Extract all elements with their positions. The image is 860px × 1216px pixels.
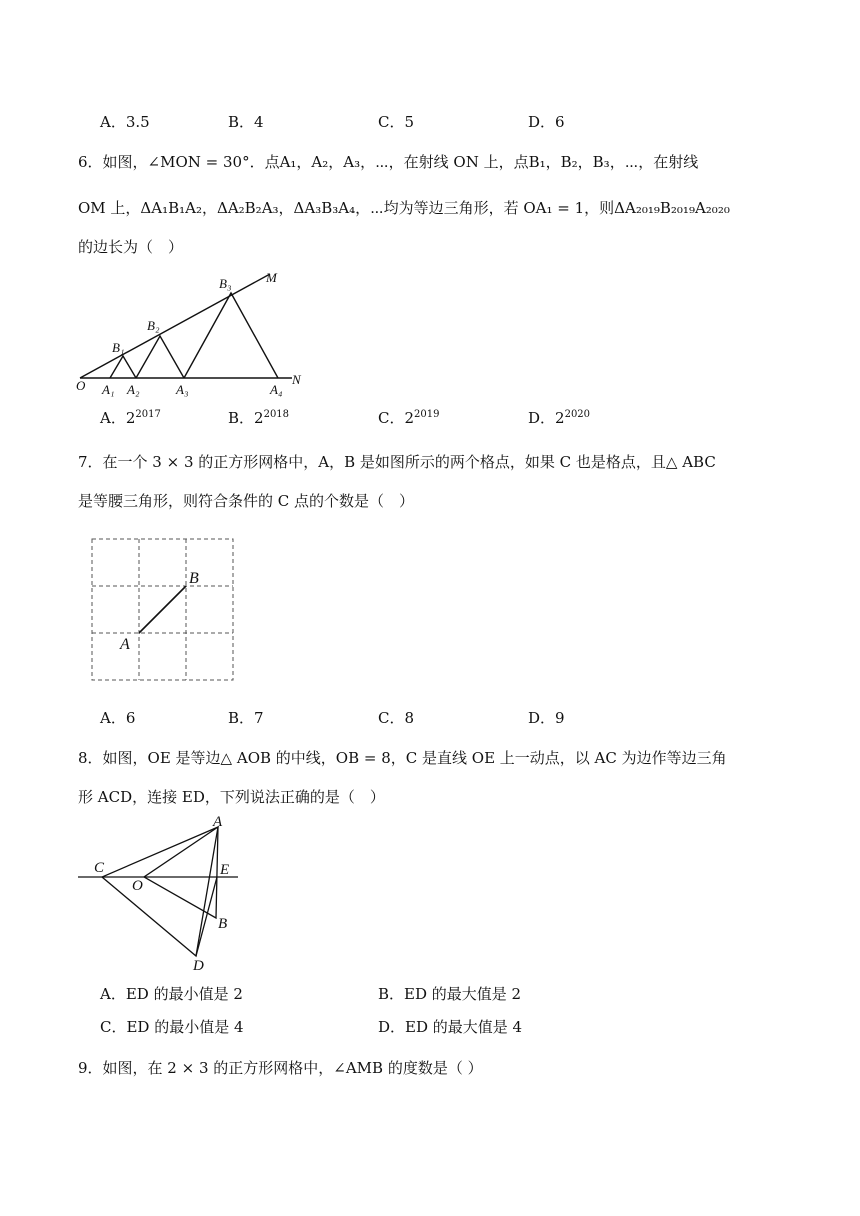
q6-option-b-exp: 2018 (263, 409, 290, 420)
q8-stem-line-2: 形 ACD，连接 ED，下列说法正确的是（ ） (78, 788, 385, 806)
q6-option-c-prefix: C． (378, 409, 405, 427)
q8-label-o: O (132, 878, 143, 894)
q7-label-a: A (120, 636, 130, 653)
q8-label-d: D (193, 958, 204, 974)
q8-option-c[interactable]: C．ED 的最小值是 4 (100, 1018, 244, 1036)
q7-option-b[interactable]: B．7 (228, 709, 264, 727)
q6-option-d-prefix: D． (528, 409, 556, 427)
q6-option-b[interactable] (228, 410, 289, 426)
q7-label-b: B (189, 570, 199, 587)
q8-label-e: E (220, 862, 230, 878)
q8-label-b: B (218, 916, 228, 932)
q6-label-a4: A₄ (270, 382, 283, 397)
q6-stem-line-2: OM 上，ΔA₁B₁A₂，ΔA₂B₂A₃，ΔA₃B₃A₄，⋯均为等边三角形，若 OA₁ = 1，则ΔA₂₀₁₉B₂₀₁₉A₂₀₂₀ (78, 199, 730, 217)
q7-stem-line-2: 是等腰三角形，则符合条件的 C 点的个数是（ ） (78, 492, 415, 510)
q6-stem-line-3: 的边长为（ ） (78, 238, 184, 256)
q7-segment-ab (139, 586, 186, 633)
q5-option-d[interactable]: D．6 (528, 113, 565, 131)
q6-triangle-3 (184, 293, 278, 378)
q8-stem-line-1: 8．如图，OE 是等边△ AOB 的中线，OB = 8，C 是直线 OE 上一动点，以 AC 为边作等边三角 (78, 749, 727, 767)
q8-label-c: C (94, 860, 105, 876)
q6-label-o: O (76, 378, 86, 393)
q8-option-b[interactable]: B．ED 的最大值是 2 (378, 985, 522, 1003)
q7-option-d[interactable]: D．9 (528, 709, 565, 727)
q6-option-a-prefix: A． (100, 409, 126, 427)
q6-triangle-2 (136, 336, 184, 378)
q8-option-a[interactable]: A．ED 的最小值是 2 (100, 985, 243, 1003)
q8-label-a: A (213, 814, 223, 830)
q6-option-d-base: 2 (555, 409, 565, 427)
q5-option-b[interactable]: B．4 (228, 113, 264, 131)
q9-stem-line-1: 9．如图，在 2 × 3 的正方形网格中，∠AMB 的度数是（ ） (78, 1059, 483, 1077)
q6-option-d-exp: 2020 (564, 409, 591, 420)
q6-option-b-prefix: B． (228, 409, 255, 427)
q6-option-a-base: 2 (125, 409, 136, 427)
q8-figure (76, 814, 246, 974)
q8-option-d[interactable]: D．ED 的最大值是 4 (378, 1018, 523, 1036)
q6-label-a3: A₃ (176, 382, 189, 397)
q7-stem-line-1: 7．在一个 3 × 3 的正方形网格中，A，B 是如图所示的两个格点，如果 C 也是格点，且△ ABC (78, 453, 716, 471)
q8-triangle-aob (144, 827, 218, 918)
q6-option-c-base: 2 (404, 409, 415, 427)
q6-label-a1: A₁ (102, 382, 115, 397)
q7-option-c[interactable]: C．8 (378, 709, 415, 727)
q6-figure (70, 266, 320, 402)
q6-label-b2: B₂ (147, 318, 160, 333)
q6-label-n: N (292, 372, 301, 387)
q5-option-c[interactable]: C．5 (378, 113, 415, 131)
q6-label-b1: B₁ (112, 340, 125, 355)
q6-option-c-exp: 2019 (414, 409, 440, 420)
q5-option-a[interactable]: A．3.5 (100, 113, 150, 131)
q6-option-a[interactable] (100, 410, 161, 426)
q7-grid-figure (90, 537, 236, 683)
q6-option-b-base: 2 (254, 409, 264, 427)
q6-label-m: M (266, 270, 277, 285)
q6-option-d[interactable] (528, 410, 590, 426)
q6-label-b3: B₃ (219, 276, 232, 291)
q6-option-c[interactable] (378, 410, 439, 426)
q7-option-a[interactable]: A．6 (100, 709, 136, 727)
q6-label-a2: A₂ (127, 382, 140, 397)
q6-stem-line-1: 6．如图，∠MON = 30°．点A₁，A₂，A₃，⋯，在射线 ON 上，点B₁，B₂，B₃，⋯，在射线 (78, 153, 699, 171)
q6-option-a-exp: 2017 (135, 409, 161, 420)
